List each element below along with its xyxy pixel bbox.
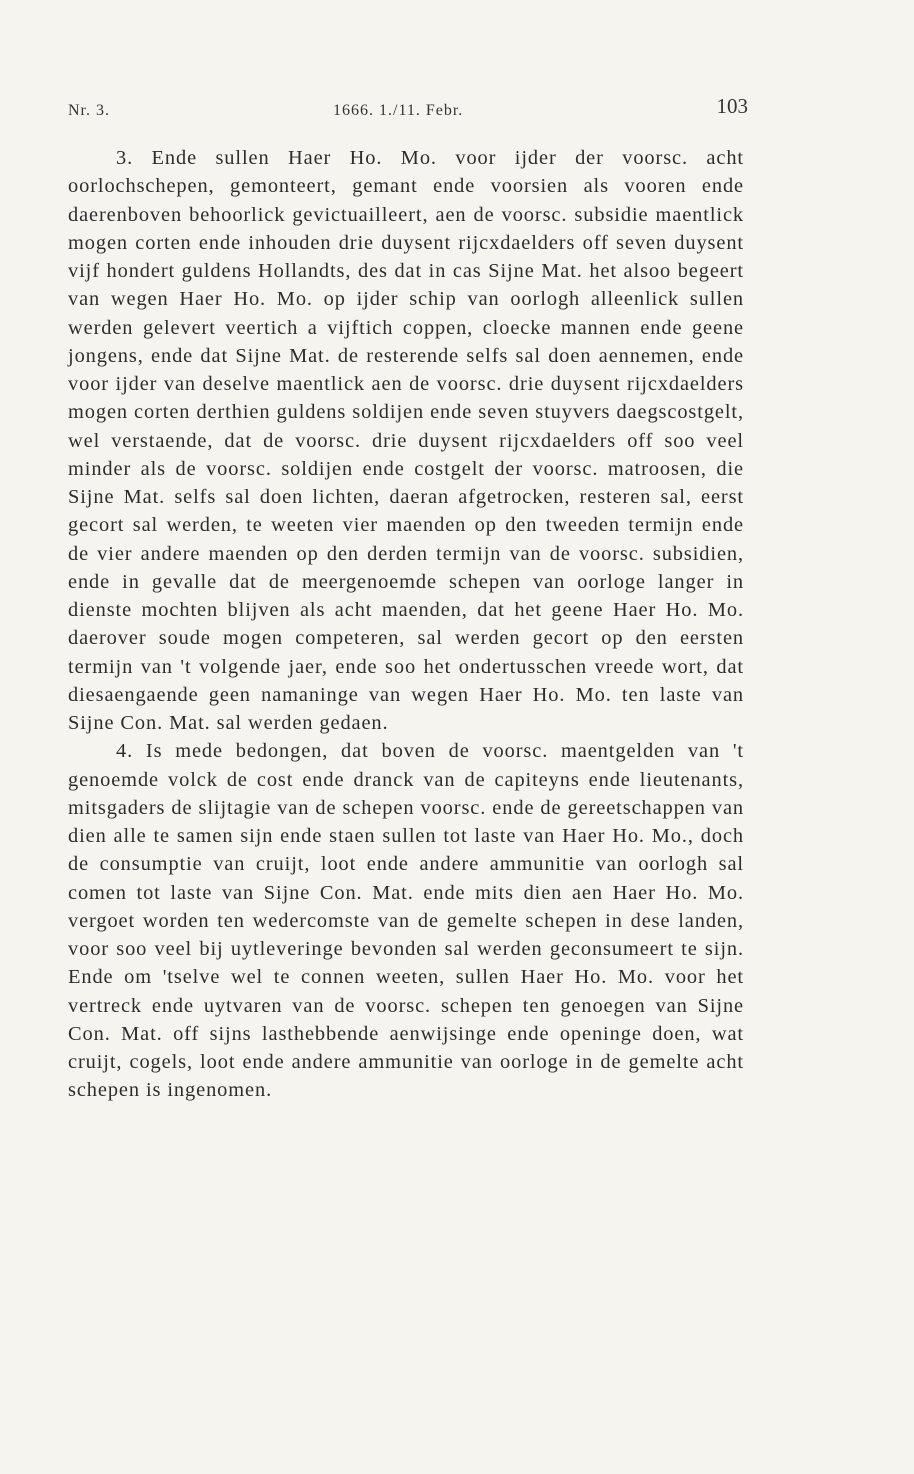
paragraph-3: 3. Ende sullen Haer Ho. Mo. voor ijder der voorsc. acht oorlochschepen, gemonteert, gemant ende voorsien als vooren ende daerenboven behoorlick gevictuailleert, aen de voorsc. subsidie maentlick mogen corten ende inhouden drie duysent rijcxdaelders off seven duysent vijf hondert guldens Hollandts, des dat in cas Sijne Mat. het alsoo begeert van wegen Haer Ho. Mo. op ijder schip van oorlogh alleenlick sullen werden gelevert veertich a vijftich coppen, cloecke mannen ende geene jongens, ende dat Sijne Mat. de resterende selfs sal doen aennemen, ende voor ijder van deselve maentlick aen de voorsc. drie duysent rijcxdaelders mogen corten derthien guldens soldijen ende seven stuyvers daegscostgelt, wel verstaende, dat de voorsc. drie duysent rijcxdaelders off soo veel minder als de voorsc. soldijen ende costgelt der voorsc. matroosen, die Sijne Mat. selfs sal doen lichten, daeran afgetrocken, resteren sal, eerst gecort sal werden, te weeten vier maenden op den tweeden termijn ende de vier andere maenden op den derden termijn van de voorsc. subsidien, ende in gevalle dat de meergenoemde schepen van oorloge langer in dienste mochten blijven als acht maenden, dat het geene Haer Ho. Mo. daerover soude mogen competeren, sal werden gecort op den eersten termijn van 't volgende jaer, ende soo het ondertusschen vreede wort, dat diesaengaende geen namaninge van wegen Haer Ho. Mo. ten laste van Sijne Con. Mat. sal werden gedaen. <box>68 147 744 734</box>
body-text <box>68 144 744 1105</box>
running-header <box>68 96 748 122</box>
document-number: Nr. 3. <box>68 102 110 119</box>
page-number: 103 <box>716 94 748 118</box>
document-date: 1666. 1./11. Febr. <box>333 102 464 119</box>
paragraph-4: 4. Is mede bedongen, dat boven de voorsc. maentgelden van 't genoemde volck de cost ende dranck van de capiteyns ende lieutenants, mitsgaders de slijtagie van de schepen voorsc. ende de gereetschappen van dien alle te samen sijn ende staen sullen tot laste van Haer Ho. Mo., doch de consumptie van cruijt, loot ende andere ammunitie van oorlogh sal comen tot laste van Sijne Con. Mat. ende mits dien aen Haer Ho. Mo. vergoet worden ten wedercomste van de gemelte schepen in dese landen, voor soo veel bij uytleveringe bevonden sal werden geconsumeert te sijn. Ende om 'tselve wel te connen weeten, sullen Haer Ho. Mo. voor het vertreck ende uytvaren van de voorsc. schepen ten genoegen van Sijne Con. Mat. off sijns lasthebbende aenwijsinge ende openinge doen, wat cruijt, cogels, loot ende andere ammunitie van oorloge in de gemelte acht schepen is ingenomen. <box>68 740 744 1102</box>
